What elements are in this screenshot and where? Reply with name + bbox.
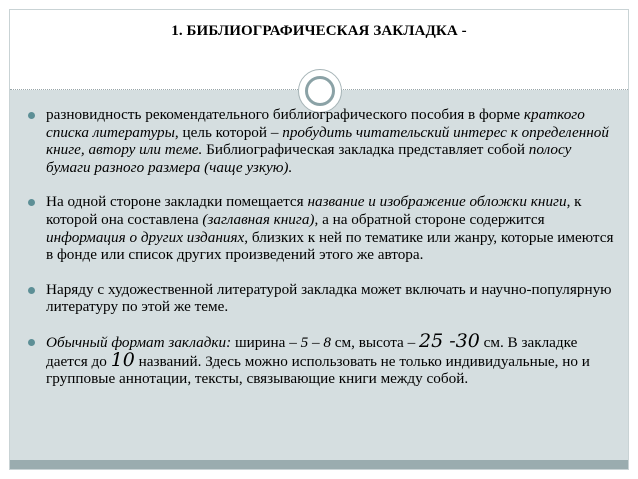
bullet-item-2: На одной стороне закладки помещается название и изображение обложки книги, к которой она составлена (заглавная книга), а на обратной стороне содержится информация о других изданиях, близких к ней по тематике или жанру, которые имеются в фонде или список других произведений этого же автора. [28,193,618,263]
bullet-item-3: Наряду с художественной литературой закладка может включать и научно-популярную литературу по этой же теме. [28,281,618,316]
bullet-dot-icon [28,287,35,294]
bullet-dot-icon [28,199,35,206]
slide [9,9,629,470]
bullet-dot-icon [28,112,35,119]
bottom-strip [10,460,628,469]
bullet-dot-icon [28,339,35,346]
slide-title: 1. БИБЛИОГРАФИЧЕСКАЯ ЗАКЛАДКА - [171,23,467,39]
bullet-item-4: Обычный формат закладки: ширина – 5 – 8 см, высота – 25 -30 см. В закладке дается до 10 названий. Здесь можно использовать не только индивидуальные, но и групповые аннотации, тексты, связывающие книги между собой. [28,333,618,388]
bullet-list [28,106,618,405]
divider-circle-inner [305,76,335,106]
bullet-item-1: разновидность рекомендательного библиографического пособия в форме краткого списка литературы, цель которой – пробудить читательский интерес к определенной книге, автору или теме. Библиографическая закладка представляет собой полосу бумаги разного размера (чаще узкую). [28,106,618,176]
